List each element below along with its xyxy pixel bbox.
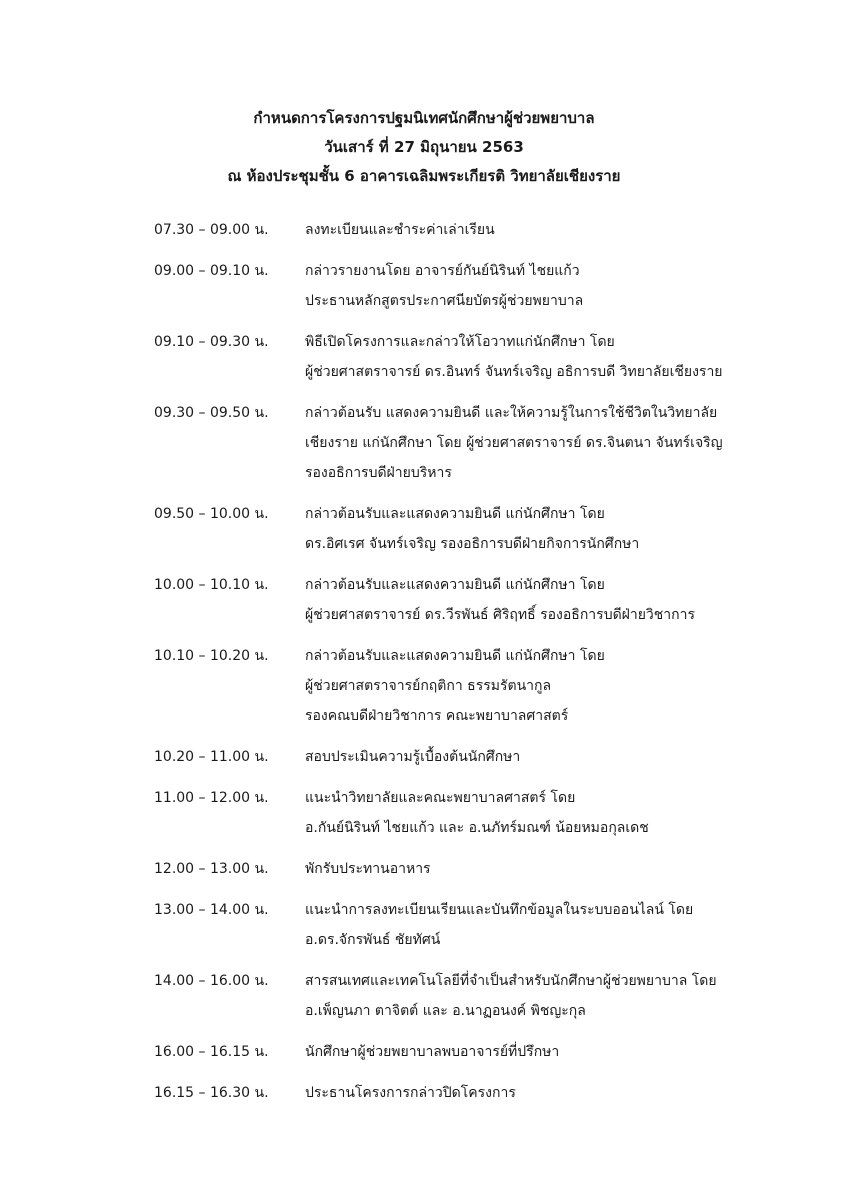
schedule-description-line: สารสนเทศและเทคโนโลยีที่จำเป็นสำหรับนักศึกษาผู้ช่วยพยาบาล โดย <box>305 973 717 989</box>
schedule-description-line: กล่าวต้อนรับและแสดงความยินดี แก่นักศึกษา โดย <box>305 648 605 664</box>
schedule-description-line: กล่าวต้อนรับและแสดงความยินดี แก่นักศึกษา โดย <box>305 506 605 522</box>
schedule-description-line: ประธานหลักสูตรประกาศนียบัตรผู้ช่วยพยาบาล <box>305 293 584 309</box>
schedule-description-line: อ.ดร.จักรพันธ์ ชัยทัศน์ <box>305 932 441 948</box>
schedule-description <box>305 398 814 488</box>
schedule-time: 09.30 – 09.50 น. <box>154 405 269 421</box>
schedule-description <box>305 1078 814 1108</box>
schedule-description <box>305 966 814 1026</box>
schedule-item <box>154 895 814 955</box>
schedule-time: 10.20 – 11.00 น. <box>154 749 269 765</box>
program-title: กำหนดการโครงการปฐมนิเทศนักศึกษาผู้ช่วยพยาบาล <box>253 109 595 127</box>
schedule-item <box>154 499 814 559</box>
schedule-item <box>154 854 814 884</box>
program-date: วันเสาร์ ที่ 27 มิถุนายน 2563 <box>324 138 524 156</box>
schedule-description <box>305 499 814 559</box>
schedule-time: 14.00 – 16.00 น. <box>154 973 269 989</box>
schedule-description-line: นักศึกษาผู้ช่วยพยาบาลพบอาจารย์ที่ปรึกษา <box>305 1044 560 1060</box>
schedule-description-line: ผู้ช่วยศาสตราจารย์ ดร.วีรพันธ์ ศิริฤทธิ์ รองอธิการบดีฝ่ายวิชาการ <box>305 607 696 623</box>
schedule-description-line: อ.เพ็ญนภา ตาจิตต์ และ อ.นาฏอนงค์ พิชญะกุล <box>305 1003 586 1019</box>
schedule-item <box>154 256 814 316</box>
schedule-description-line: พิธีเปิดโครงการและกล่าวให้โอวาทแก่นักศึกษา โดย <box>305 334 615 350</box>
document-header <box>0 104 848 191</box>
schedule-time: 09.50 – 10.00 น. <box>154 506 269 522</box>
schedule-item <box>154 1078 814 1108</box>
schedule-description-line: แนะนำวิทยาลัยและคณะพยาบาลศาสตร์ โดย <box>305 790 576 806</box>
schedule-time: 09.00 – 09.10 น. <box>154 263 269 279</box>
schedule-description <box>305 1037 814 1067</box>
schedule-item <box>154 215 814 245</box>
schedule-item <box>154 742 814 772</box>
schedule-description <box>305 895 814 955</box>
schedule-item <box>154 1037 814 1067</box>
schedule-time: 12.00 – 13.00 น. <box>154 861 269 877</box>
schedule-item <box>154 641 814 731</box>
schedule-description-line: ดร.อิศเรศ จันทร์เจริญ รองอธิการบดีฝ่ายกิจการนักศึกษา <box>305 536 640 552</box>
schedule-item <box>154 966 814 1026</box>
schedule-description-line: สอบประเมินความรู้เบื้องต้นนักศึกษา <box>305 749 521 765</box>
schedule-time: 13.00 – 14.00 น. <box>154 902 269 918</box>
schedule-description-line: ผู้ช่วยศาสตราจารย์กฤติกา ธรรมรัตนากูล <box>305 678 552 694</box>
schedule-description <box>305 327 814 387</box>
schedule-time: 10.00 – 10.10 น. <box>154 577 269 593</box>
schedule-time: 10.10 – 10.20 น. <box>154 648 269 664</box>
schedule-description <box>305 215 814 245</box>
schedule-item <box>154 783 814 843</box>
schedule-item <box>154 398 814 488</box>
program-venue: ณ ห้องประชุมชั้น 6 อาคารเฉลิมพระเกียรติ วิทยาลัยเชียงราย <box>227 167 621 185</box>
schedule-description <box>305 854 814 884</box>
schedule-description <box>305 742 814 772</box>
schedule-item <box>154 327 814 387</box>
schedule-description-line: กล่าวรายงานโดย อาจารย์กันย์นิรินท์ ไชยแก้ว <box>305 263 580 279</box>
schedule-description <box>305 783 814 843</box>
schedule-time: 16.00 – 16.15 น. <box>154 1044 269 1060</box>
schedule-description <box>305 570 814 630</box>
schedule-time: 11.00 – 12.00 น. <box>154 790 269 806</box>
schedule-description-line: รองคณบดีฝ่ายวิชาการ คณะพยาบาลศาสตร์ <box>305 708 569 724</box>
schedule-description-line: กล่าวต้อนรับและแสดงความยินดี แก่นักศึกษา โดย <box>305 577 605 593</box>
schedule-description-line: อ.กันย์นิรินท์ ไชยแก้ว และ อ.นภัทร์มณฑ์ น้อยหมอกุลเดช <box>305 820 649 836</box>
schedule-item <box>154 570 814 630</box>
schedule-description-line: กล่าวต้อนรับ แสดงความยินดี และให้ความรู้ในการใช้ชีวิตในวิทยาลัย <box>305 405 718 421</box>
schedule-description <box>305 256 814 316</box>
schedule-list <box>154 215 814 1119</box>
schedule-description-line: รองอธิการบดีฝ่ายบริหาร <box>305 465 452 481</box>
schedule-description-line: พักรับประทานอาหาร <box>305 861 431 877</box>
schedule-time: 09.10 – 09.30 น. <box>154 334 269 350</box>
schedule-description-line: ผู้ช่วยศาสตราจารย์ ดร.อินทร์ จันทร์เจริญ อธิการบดี วิทยาลัยเชียงราย <box>305 364 723 380</box>
schedule-time: 16.15 – 16.30 น. <box>154 1085 269 1101</box>
schedule-description-line: ประธานโครงการกล่าวปิดโครงการ <box>305 1085 516 1101</box>
schedule-description-line: เชียงราย แก่นักศึกษา โดย ผู้ช่วยศาสตราจารย์ ดร.จินตนา จันทร์เจริญ <box>305 435 723 451</box>
schedule-description-line: ลงทะเบียนและชำระค่าเล่าเรียน <box>305 222 495 238</box>
schedule-description <box>305 641 814 731</box>
schedule-time: 07.30 – 09.00 น. <box>154 222 269 238</box>
schedule-description-line: แนะนำการลงทะเบียนเรียนและบันทึกข้อมูลในระบบออนไลน์ โดย <box>305 902 694 918</box>
